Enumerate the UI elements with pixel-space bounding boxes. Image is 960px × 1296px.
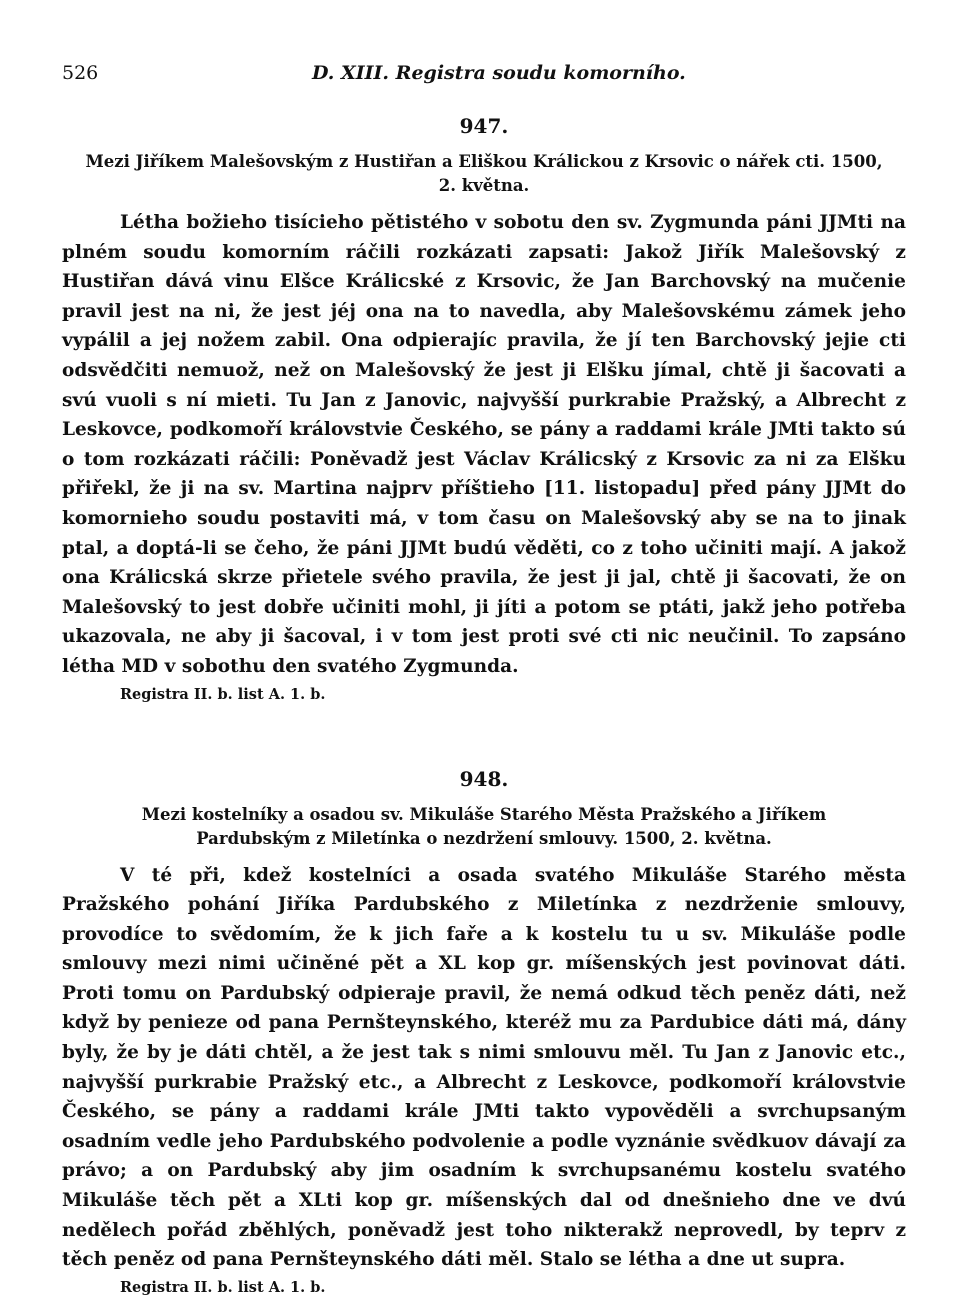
- entry-summary: Mezi kostelníky a osadou sv. Mikuláše Starého Města Pražského a Jiříkem Pardubským z Miletínka o nezdržení smlouvy. 1500, 2. května.: [141, 804, 827, 848]
- entry-number: 947.: [459, 114, 509, 138]
- entry-948: [62, 767, 906, 1296]
- document-page: [62, 62, 906, 1296]
- page-number: 526: [62, 62, 99, 84]
- entry-text: V té při, kdež kostelníci a osada svatého Mikuláše Starého města Pražského pohání Jiříka Pardubského z Miletínka z nezdrženie smlouvy, provodíce to svědomím, že k jich faře a k kostelu tu u sv. Mikuláše podle smlouvy mezi nimi učiněné pět a XL kop gr. míšenských jest povinovat dáti. Proti tomu on Pardubský odpieraje pravil, že nemá odkud těch peněz dáti, než když by penieze od pana Pernšteynského, kteréž mu za Pardubice dáti má, dány byly, že by je dáti chtěl, a že jest tak s nimi smlouvu měl. Tu Jan z Janovic etc., najvyšší purkrabie Pražský etc., a Albrecht z Leskovce, podkomoří královstvie Českého, se pány a raddami krále JMti takto vypověděli a svrchupsaným osadním vedle jeho Pardubského podvolenie a podle vyznánie svědkuov dávají za právo; a on Pardubský aby jim osadním k svrchupsanému kostelu svatého Mikuláše těch pět a XLti kop gr. míšenských dal od dnešnieho dne ve dvú nedělech pořád zběhlých, poněvadž jest toho nikterakž neprovedl, by teprv z těch peněz od pana Pernšteynského dáti měl. Stalo se létha a dne ut supra.: [62, 864, 906, 1271]
- entry-text: Létha božieho tisícieho pětistého v sobotu den sv. Zygmunda páni JJMti na plném soudu komorním ráčili rozkázati zapsati: Jakož Jiřík Malešovský z Hustiřan dává vinu Elšce Králicské z Krsovic, že Jan Barchovský na mučenie pravil jest na ni, že jest jéj ona na to navedla, aby Malešovskému zámek jeho vypálil a jej nožem zabil. Ona odpierajíc pravila, že jí ten Barchovský jejie cti odsvědčiti nemuož, než on Malešovský že jest ji Elšku jímal, chtě ji šacovati a svú vuoli s ní mieti. Tu Jan z Janovic, najvyšší purkrabie Pražský, a Albrecht z Leskovce, podkomoří královstvie Českého, se pány a raddami krále JMti takto sú o tom rozkázati ráčili: Poněvadž jest Václav Králicský z Krsovic za ni za Elšku přiřekl, že ji na sv. Martina najprv příštieho [11. listopadu] před pány JJMt do komornieho soudu postaviti má, v tom času on Malešovský aby se na to jinak ptal, a doptá-li se čeho, že páni JJMt budú věděti, co z toho učiniti mají. A jakož ona Králicská skrze přietele svého pravila, že jest ji jal, chtě ji šacovati, že on Malešovský to jest dobře učiniti mohl, ji jíti a potom se ptáti, jakž jeho potřeba ukazovala, ne aby ji šacoval, i v tom jest proti své cti nic neučinil. To zapsáno létha MD v sobothu den svatého Zygmunda.: [62, 212, 906, 677]
- entry-947: [62, 114, 906, 703]
- running-head: [62, 62, 906, 92]
- entry-number: 948.: [459, 766, 509, 791]
- source-reference: Registra II. b. list A. 1. b.: [120, 685, 326, 703]
- running-title: D. XIII. Registra soudu komorního.: [312, 62, 686, 84]
- entry-summary: Mezi Jiříkem Malešovským z Hustiřan a Eliškou Králickou z Krsovic o nářek cti. 1500, 2. května.: [85, 152, 883, 195]
- source-reference: Registra II. b. list A. 1. b.: [120, 1278, 326, 1296]
